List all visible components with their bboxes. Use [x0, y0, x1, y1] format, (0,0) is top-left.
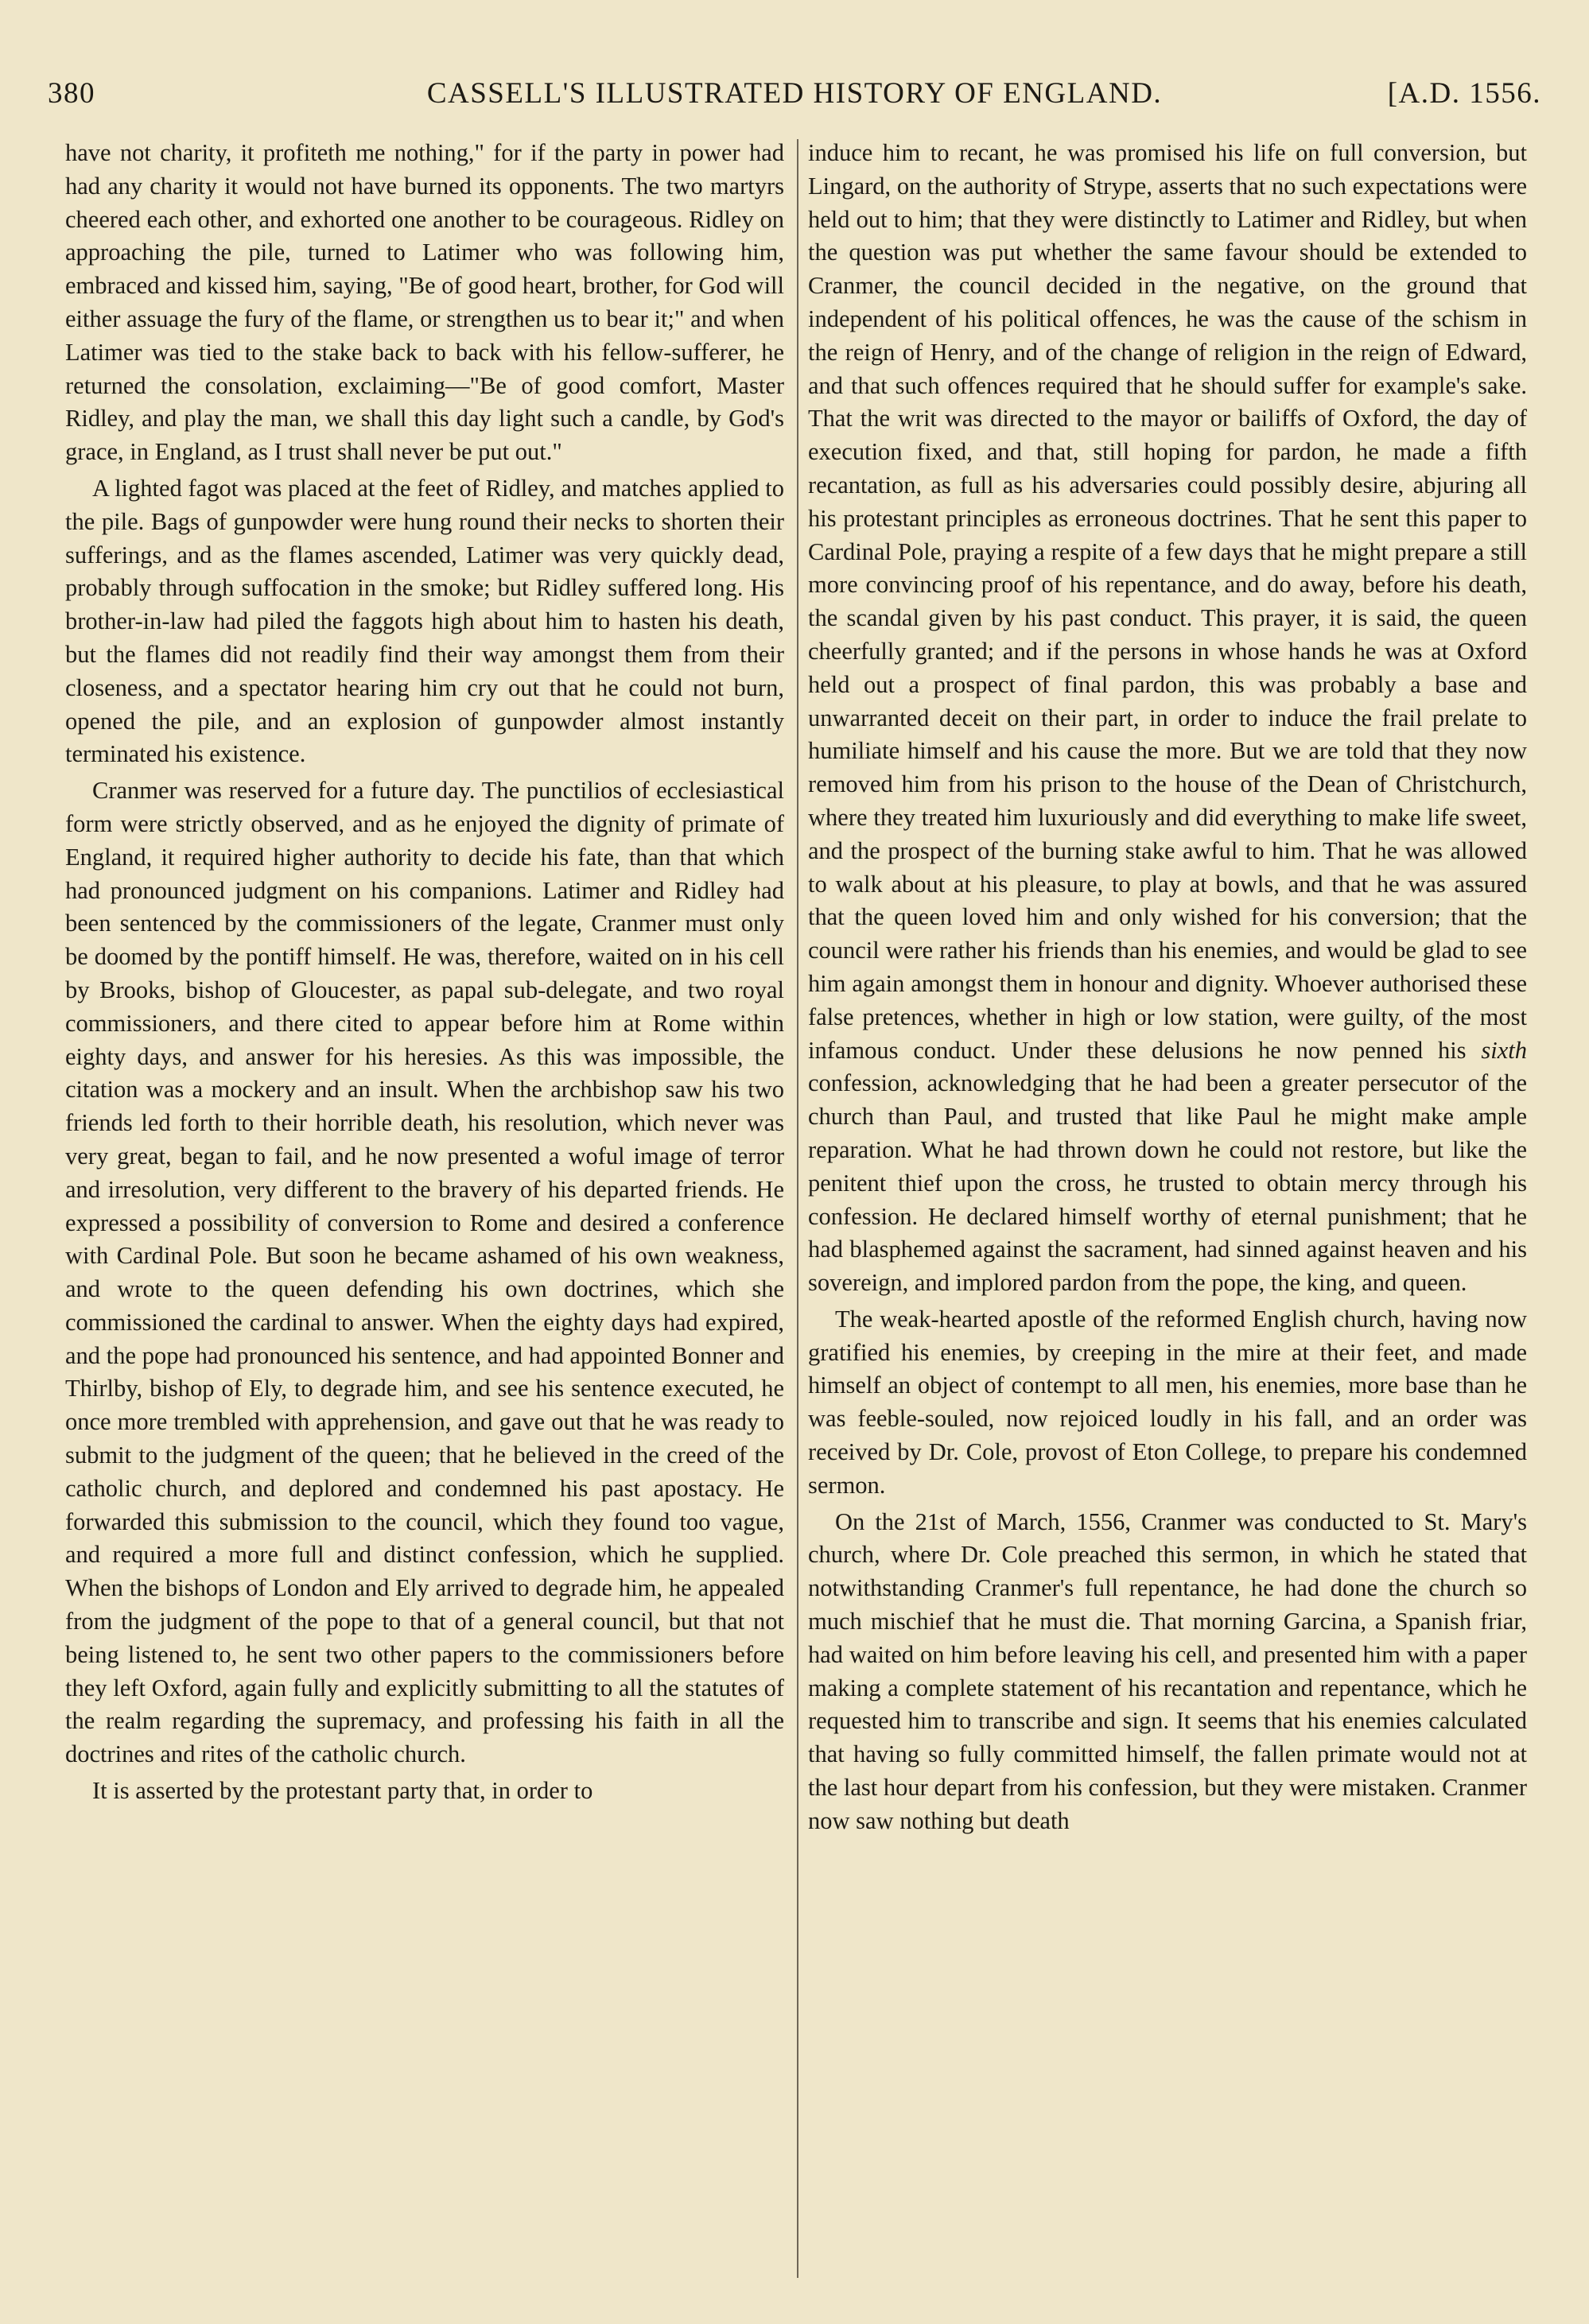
column-divider: [797, 139, 798, 2278]
page-number: 380: [48, 77, 95, 110]
paragraph-text: confession, acknowledging that he had been a greater persecutor of the church than Paul, and trusted that like Paul he might make ample reparation. What he had thrown down he could not restore, but like the penitent thief upon the cross, he trusted to obtain mercy through his confession. He declared himself worthy of eternal punishment; that he had blasphemed against the sacrament, had sinned against heaven and his sovereign, and implored pardon from the pope, the king, and queen.: [808, 1069, 1527, 1297]
paragraph: [808, 137, 1527, 1300]
paragraph: A lighted fagot was placed at the feet of Ridley, and matches applied to the pile. Bags of gunpowder were hung round their necks to shorten their sufferings, and as the flames ascended, Latimer was very quickly dead, probably through suffocation in the smoke; but Ridley suffered long. His brother-in-law had piled the faggots high about him to hasten his death, but the flames did not readily find their way amongst them from their closeness, and a spectator hearing him cry out that he could not burn, opened the pile, and an explosion of gunpowder almost instantly terminated his existence.: [65, 474, 784, 768]
paragraph: Cranmer was reserved for a future day. The punctilios of ecclesiastical form were strictly observed, and as he enjoyed the dignity of primate of England, it required higher authority to decide his fate, than that which had pronounced judgment on his companions. Latimer and Ridley had been sentenced by the commissioners of the legate, Cranmer must only be doomed by the pontiff himself. He was, therefore, waited on in his cell by Brooks, bishop of Gloucester, as papal sub-delegate, and two royal commissioners, and there cited to appear before him at Rome within eighty days, and answer for his heresies. As this was impossible, the citation was a mockery and an insult. When the archbishop saw his two friends led forth to their horrible death, his resolution, which never was very great, began to fail, and he now presented a woful image of terror and irresolution, very different to the bravery of his departed friends. He expressed a possibility of conversion to Rome and desired a conference with Cardinal Pole. But soon he became ashamed of his own weakness, and wrote to the queen defending his own doctrines, which she commissioned the cardinal to answer. When the eighty days had expired, and the pope had pronounced his sentence, and had appointed Bonner and Thirlby, bishop of Ely, to degrade him, and see his sentence executed, he once more trembled with apprehension, and gave out that he was ready to submit to the judgment of the queen; that he believed in the creed of the catholic church, and deplored and condemned his past apostacy. He forwarded this submission to the council, which they found too vague, and required a more full and distinct confession, which he supplied. When the bishops of London and Ely arrived to degrade him, he appealed from the judgment of the pope to that of a general council, but that not being listened to, he sent two other papers to the commissioners before they left Oxford, again fully and explicitly submitting to all the statutes of the realm regarding the supremacy, and professing his faith in all the doctrines and rites of the catholic church.: [65, 777, 784, 1768]
paragraph: On the 21st of March, 1556, Cranmer was conducted to St. Mary's church, where Dr. Cole preached this sermon, in which he stated that notwithstanding Cranmer's full repentance, he had done the church so much mischief that he must die. That morning Garcina, a Spanish friar, had waited on him before leaving his cell, and presented him with a paper making a complete statement of his recantation and repentance, which he requested him to transcribe and sign. It seems that his enemies calculated that having so fully committed himself, the fallen primate would not at the last hour depart from his confession, but they were mistaken. Cranmer now saw nothing but death: [808, 1507, 1527, 1834]
paragraph: It is asserted by the protestant party that, in order to: [92, 1777, 593, 1805]
right-column: [808, 137, 1527, 2283]
running-title: CASSELL'S ILLUSTRATED HISTORY OF ENGLAND.: [426, 77, 1163, 110]
paragraph: have not charity, it profiteth me nothing," for if the party in power had had any charity it would not have burned its opponents. The two martyrs cheered each other, and exhorted one another to be courageous. Ridley on approaching the pile, turned to Latimer who was following him, embraced and kissed him, saying, "Be of good heart, brother, for God will either assuage the fury of the flame, or strengthen us to bear it;" and when Latimer was tied to the stake back to back with his fellow-sufferer, he returned the consolation, exclaiming—"Be of good comfort, Master Ridley, and play the man, we shall this day light such a candle, by God's grace, in England, as I trust shall never be put out.": [65, 139, 784, 466]
header-rule: [48, 127, 1541, 128]
italic-word: sixth: [1481, 1036, 1527, 1064]
left-column: [65, 137, 784, 2283]
paragraph-text: induce him to recant, he was promised his life on full conversion, but Lingard, on the authority of Strype, asserts that no such expectations were held out to him; that they were distinctly to Latimer and Ridley, but when the question was put whether the same favour should be extended to Cranmer, the council decided in the negative, on the ground that independent of his political offences, he was the cause of the schism in the reign of Henry, and of the change of religion in the reign of Edward, and that such offences required that he should suffer for example's sake. That the writ was directed to the mayor or bailiffs of Oxford, the day of execution fixed, and that, still hoping for pardon, he made a fifth recantation, as full as his adversaries could possibly desire, abjuring all his protestant principles as erroneous doctrines. That he sent this paper to Cardinal Pole, praying a respite of a few days that he might prepare a still more convincing proof of his repentance, and do away, before his death, the scandal given by his past conduct. This prayer, it is said, the queen cheerfully granted; and if the persons in whose hands he was at Oxford held out a prospect of final pardon, this was probably a base and unwarranted deceit on their part, in order to induce the frail prelate to humiliate himself and his cause the more. But we are told that they now removed him from his prison to the house of the Dean of Christchurch, where they treated him luxuriously and did everything to make life sweet, and the prospect of the burning stake awful to him. That he was allowed to walk about at his pleasure, to play at bowls, and that he was assured that the queen loved him and only wished for his conversion; that the council were rather his friends than his enemies, and would be glad to see him again amongst them in honour and dignity. Whoever authorised these false pretences, whether in high or low station, were guilty, of the most infamous conduct. Under these delusions he now penned his: [808, 139, 1527, 1064]
running-header: [48, 76, 1541, 124]
date-label: [A.D. 1556.: [1387, 77, 1541, 110]
paragraph: The weak-hearted apostle of the reformed English church, having now gratified his enemies, by creeping in the mire at their feet, and made himself an object of contempt to all men, his enemies, more base than he was feeble-souled, now rejoiced loudly in his fall, and an order was received by Dr. Cole, provost of Eton College, to prepare his condemned sermon.: [808, 1305, 1527, 1499]
